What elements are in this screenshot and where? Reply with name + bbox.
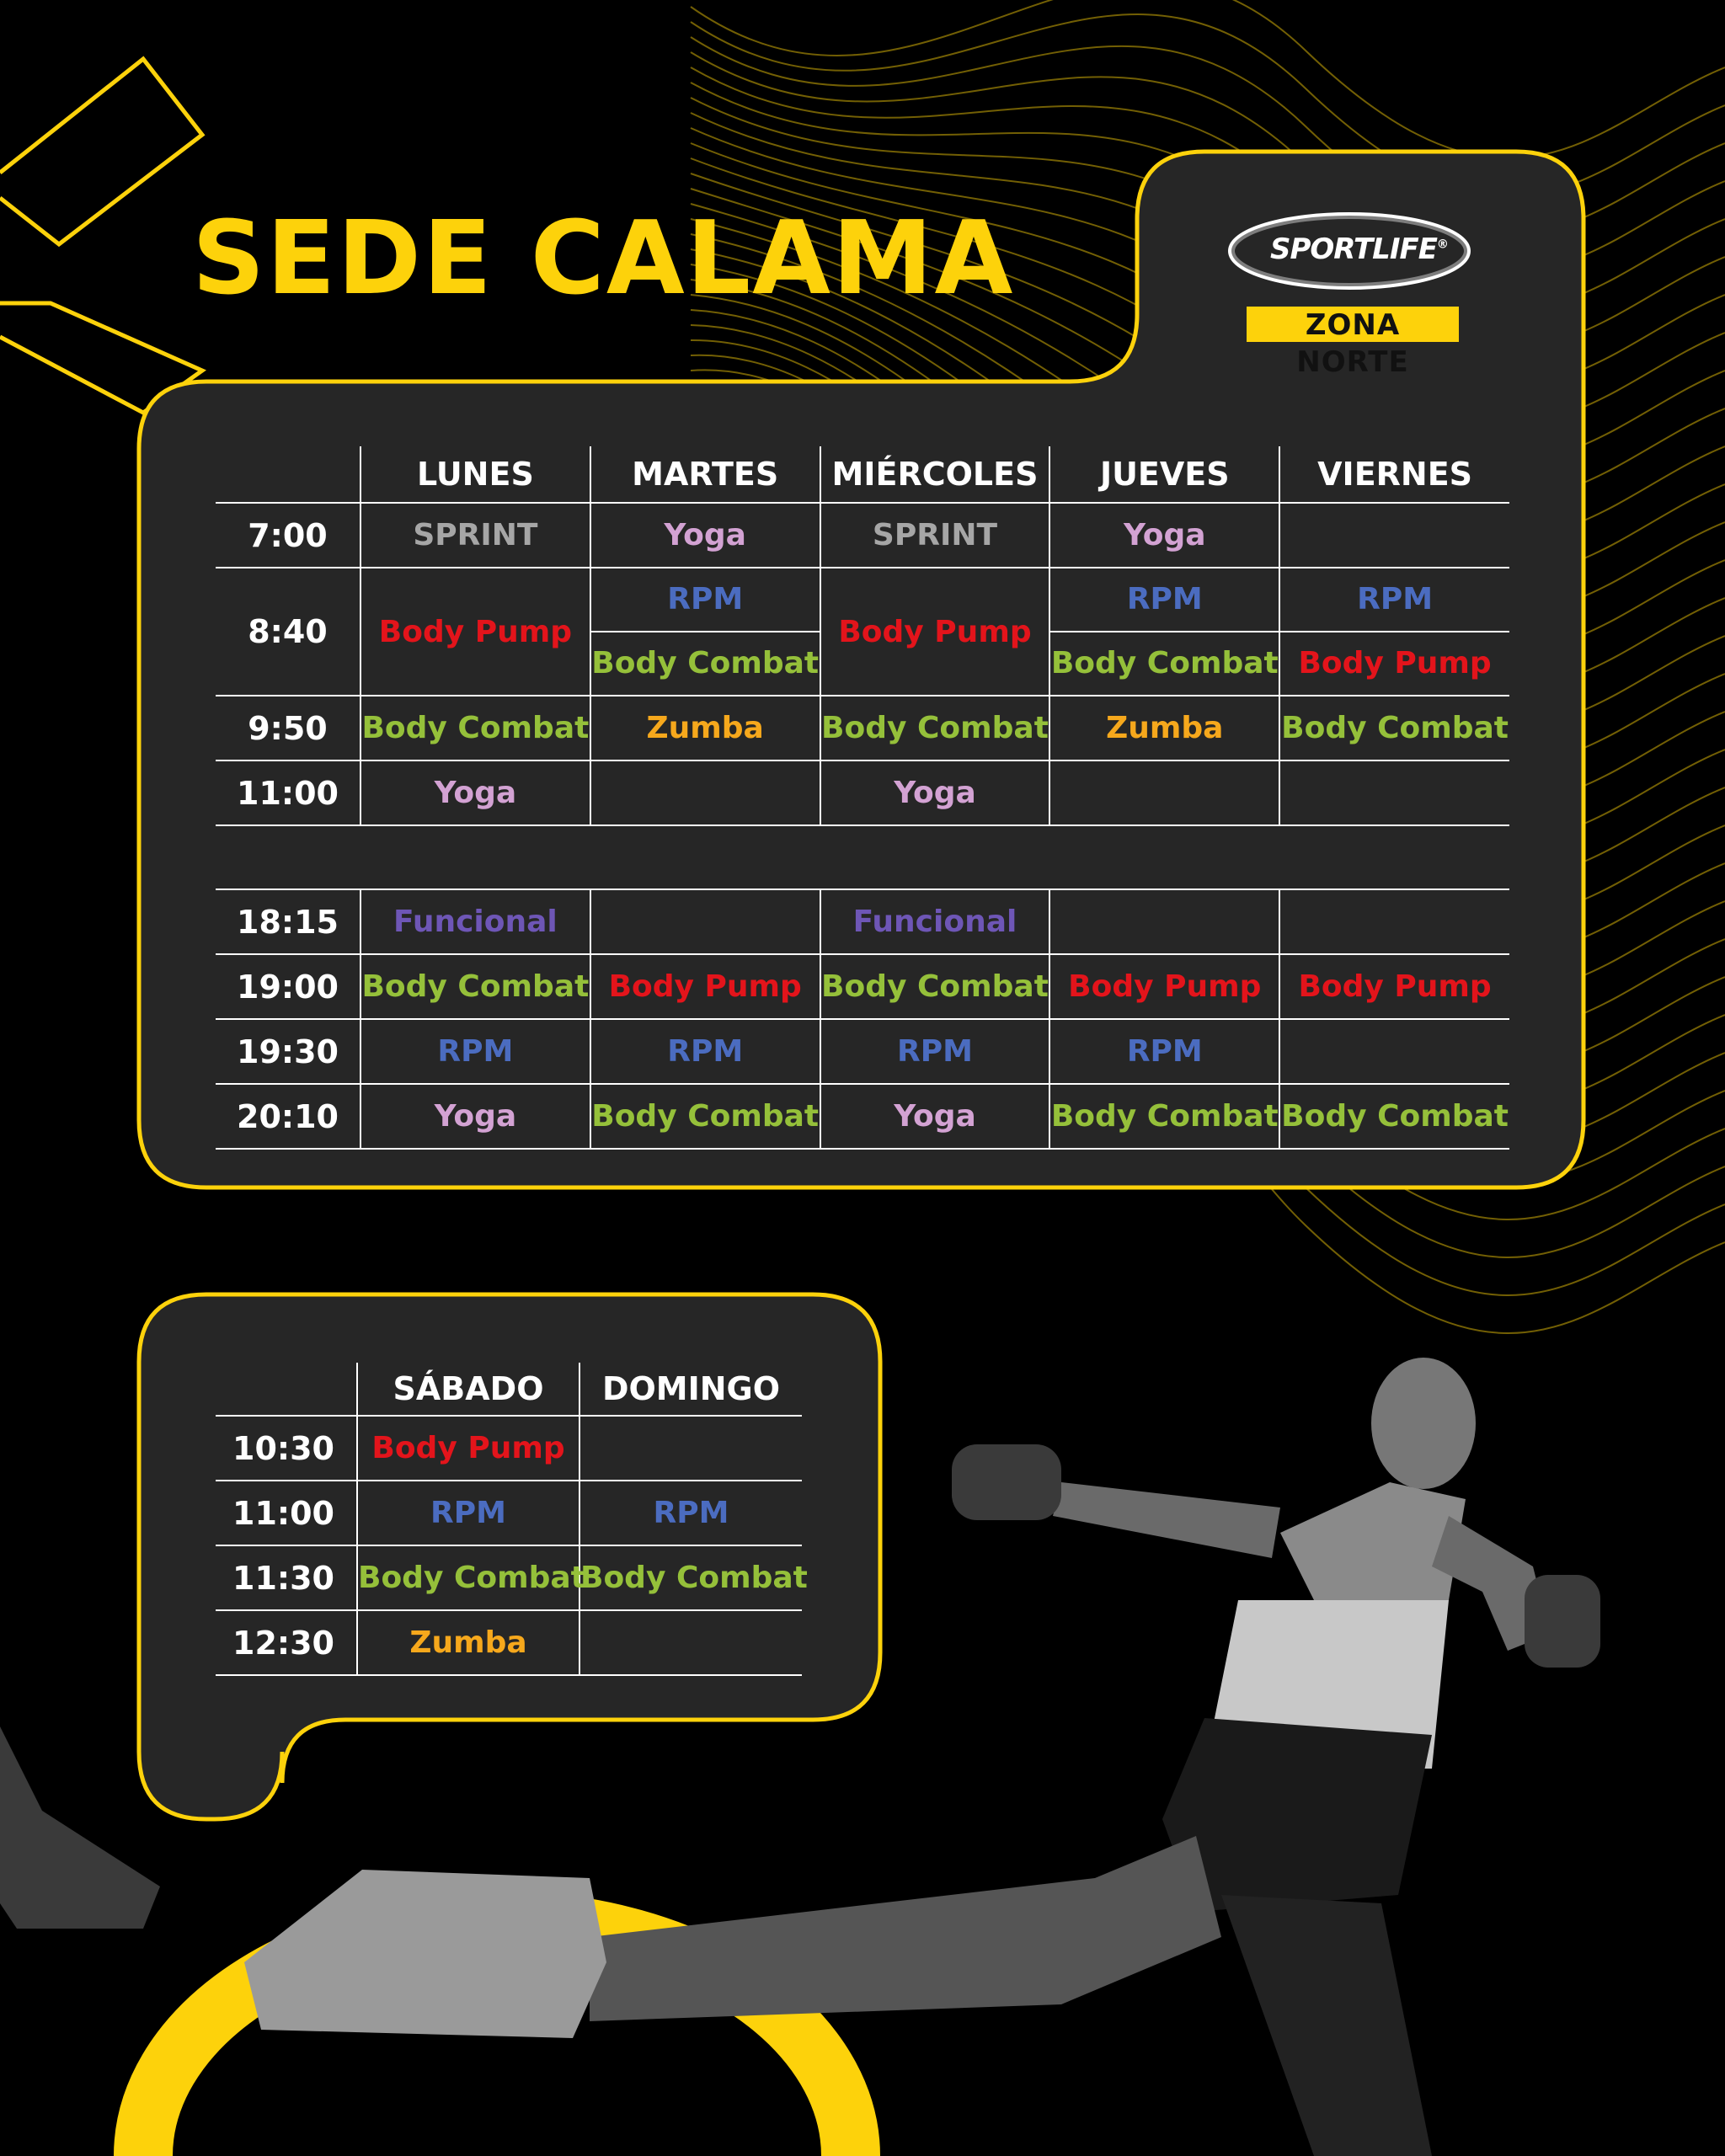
schedule-cell (1049, 889, 1279, 954)
class-yoga: Yoga (360, 760, 590, 825)
schedule-cell (579, 1416, 802, 1481)
class-funcional: Funcional (360, 889, 590, 954)
time-label: 12:30 (216, 1610, 357, 1675)
class-rpm: RPM (1280, 568, 1509, 632)
time-label: 18:15 (216, 889, 360, 954)
class-body-pump: Body Pump (357, 1416, 579, 1481)
weekday-schedule-table (216, 446, 1509, 1150)
class-body-combat: Body Combat (360, 696, 590, 760)
time-label: 7:00 (216, 503, 360, 568)
class-rpm: RPM (1049, 1019, 1279, 1084)
schedule-cell (590, 889, 820, 954)
class-body-pump: Body Pump (590, 954, 820, 1019)
schedule-row (216, 1545, 802, 1610)
zone-badge: ZONA NORTE (1247, 307, 1459, 342)
weekend-schedule-table (216, 1363, 808, 1676)
class-body-combat: Body Combat (591, 646, 820, 680)
day-header-s-bado: SÁBADO (357, 1363, 579, 1416)
class-body-combat: Body Combat (579, 1545, 802, 1610)
class-sprint: SPRINT (360, 503, 590, 568)
schedule-row (216, 1019, 1509, 1084)
schedule-row (216, 503, 1509, 568)
class-zumba: Zumba (590, 696, 820, 760)
class-body-combat: Body Combat (360, 954, 590, 1019)
time-label: 11:00 (216, 1481, 357, 1545)
class-body-combat: Body Combat (1049, 1084, 1279, 1149)
schedule-row (216, 1416, 802, 1481)
schedule-row (216, 1084, 1509, 1149)
schedule-cell (1279, 568, 1509, 696)
day-header-lunes: LUNES (360, 446, 590, 503)
class-body-pump: Body Pump (1279, 954, 1509, 1019)
schedule-cell (1049, 568, 1279, 696)
schedule-row (216, 954, 1509, 1019)
day-header-jueves: JUEVES (1049, 446, 1279, 503)
header-corner (216, 1363, 357, 1416)
time-label: 20:10 (216, 1084, 360, 1149)
schedule-cell (1279, 760, 1509, 825)
time-label: 11:30 (216, 1545, 357, 1610)
class-rpm: RPM (1050, 568, 1279, 632)
class-body-combat: Body Combat (1050, 646, 1279, 680)
class-body-pump: Body Pump (820, 568, 1050, 696)
schedule-cell (1049, 760, 1279, 825)
weekend-header-row (216, 1363, 802, 1416)
day-header-viernes: VIERNES (1279, 446, 1509, 503)
class-zumba: Zumba (357, 1610, 579, 1675)
class-body-pump: Body Pump (1049, 954, 1279, 1019)
schedule-cell (1279, 1019, 1509, 1084)
class-rpm: RPM (820, 1019, 1050, 1084)
schedule-row (216, 696, 1509, 760)
class-body-pump: Body Pump (1298, 646, 1492, 680)
time-label: 19:30 (216, 1019, 360, 1084)
weekday-schedule-body (216, 503, 1509, 1149)
brand-name: SPORTLIFE (1270, 232, 1437, 266)
schedule-row (216, 889, 1509, 954)
gap-cell (216, 825, 1509, 889)
class-zumba: Zumba (1049, 696, 1279, 760)
schedule-row (216, 1610, 802, 1675)
schedule-cell (1279, 889, 1509, 954)
class-body-combat: Body Combat (1279, 696, 1509, 760)
class-rpm: RPM (357, 1481, 579, 1545)
schedule-row (216, 1481, 802, 1545)
time-label: 8:40 (216, 568, 360, 696)
class-funcional: Funcional (820, 889, 1050, 954)
time-label: 11:00 (216, 760, 360, 825)
class-rpm: RPM (579, 1481, 802, 1545)
time-label: 19:00 (216, 954, 360, 1019)
class-yoga: Yoga (820, 1084, 1050, 1149)
weekday-header-row (216, 446, 1509, 503)
class-sprint: SPRINT (820, 503, 1050, 568)
day-header-martes: MARTES (590, 446, 820, 503)
schedule-row (216, 760, 1509, 825)
class-yoga: Yoga (820, 760, 1050, 825)
time-label: 9:50 (216, 696, 360, 760)
class-yoga: Yoga (1049, 503, 1279, 568)
schedule-cell (1279, 503, 1509, 568)
schedule-gap-row (216, 825, 1509, 889)
header-corner (216, 446, 360, 503)
time-label: 10:30 (216, 1416, 357, 1481)
schedule-cell (590, 760, 820, 825)
class-body-combat: Body Combat (820, 696, 1050, 760)
schedule-cell (579, 1610, 802, 1675)
class-yoga: Yoga (360, 1084, 590, 1149)
day-header-mi-rcoles: MIÉRCOLES (820, 446, 1050, 503)
schedule-cell (590, 568, 820, 696)
class-rpm: RPM (591, 568, 820, 632)
sportlife-logo (1223, 202, 1476, 379)
class-body-combat: Body Combat (590, 1084, 820, 1149)
class-body-pump: Body Pump (360, 568, 590, 696)
class-body-combat: Body Combat (357, 1545, 579, 1610)
class-body-combat: Body Combat (1279, 1084, 1509, 1149)
day-header-domingo: DOMINGO (579, 1363, 802, 1416)
class-rpm: RPM (590, 1019, 820, 1084)
logo-brand-text (1270, 232, 1448, 266)
class-yoga: Yoga (590, 503, 820, 568)
class-rpm: RPM (360, 1019, 590, 1084)
page-title: SEDE CALAMA (192, 200, 1015, 318)
weekend-schedule-body (216, 1416, 808, 1675)
schedule-row (216, 568, 1509, 696)
class-body-combat: Body Combat (820, 954, 1050, 1019)
registered-mark: ® (1436, 237, 1448, 252)
